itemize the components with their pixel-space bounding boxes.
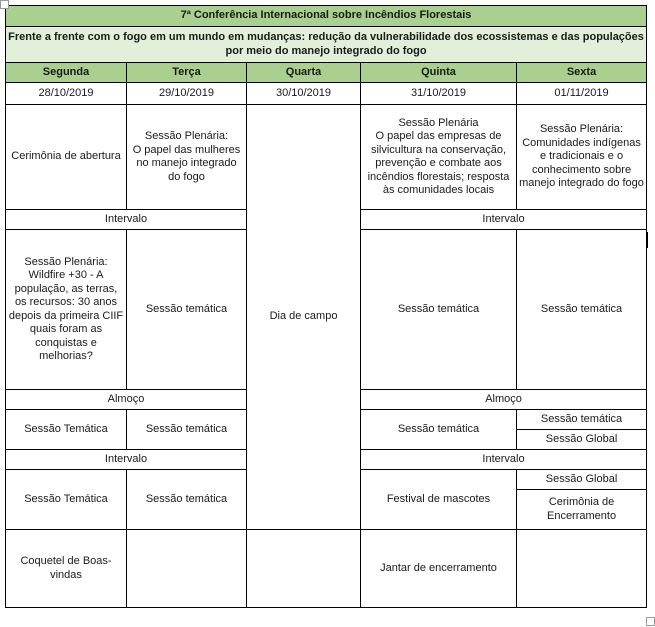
lunch-right[interactable]: Almoço [361, 390, 647, 410]
day-header-sexta[interactable]: Sexta [517, 63, 647, 83]
day-header-row [6, 63, 647, 83]
cell-sexta-empty[interactable] [517, 530, 647, 608]
lunch-left[interactable]: Almoço [6, 390, 247, 410]
day-header-terca[interactable]: Terça [127, 63, 247, 83]
cell-sexta-thematic-3[interactable]: Sessão temática [517, 410, 647, 430]
title-row [6, 6, 647, 27]
schedule-sheet [5, 5, 647, 608]
day-header-segunda[interactable]: Segunda [6, 63, 127, 83]
date-segunda[interactable]: 28/10/2019 [6, 83, 127, 105]
cell-terca-empty[interactable] [127, 530, 247, 608]
cell-sexta-closing-ceremony[interactable]: Cerimônia de Encerramento [517, 490, 647, 530]
cell-quarta-field-day[interactable]: Dia de campo [247, 105, 361, 530]
date-row [6, 83, 647, 105]
conference-subtitle[interactable]: Frente a frente com o fogo em um mundo em mudanças: redução da vulnerabilidade dos ecossistemas e das populações por meio do manejo integrado do fogo [6, 27, 647, 63]
cell-quinta-closing-dinner[interactable]: Jantar de encerramento [361, 530, 517, 608]
cell-sexta-global-3[interactable]: Sessão Global [517, 430, 647, 450]
cell-segunda-thematic-4[interactable]: Sessão Temática [6, 470, 127, 530]
session-row-1 [6, 105, 647, 210]
cell-terca-thematic-3[interactable]: Sessão temática [127, 410, 247, 450]
cell-segunda-welcome-cocktail[interactable]: Coquetel de Boas-vindas [6, 530, 127, 608]
day-header-quarta[interactable]: Quarta [247, 63, 361, 83]
cell-sexta-global-4[interactable]: Sessão Global [517, 470, 647, 490]
text-cursor [646, 232, 648, 248]
break-left[interactable]: Intervalo [6, 210, 247, 230]
cell-terca-thematic[interactable]: Sessão temática [127, 230, 247, 390]
cell-segunda-plenary[interactable]: Sessão Plenária: Wildfire +30 - A população, as terras, os recursos: 30 anos depois da primeira CIIF quais foram as conquistas e melhorias? [6, 230, 127, 390]
cell-segunda-opening[interactable]: Cerimônia de abertura [6, 105, 127, 210]
date-terca[interactable]: 29/10/2019 [127, 83, 247, 105]
cell-quinta-thematic[interactable]: Sessão temática [361, 230, 517, 390]
subtitle-row [6, 27, 647, 63]
break2-right[interactable]: Intervalo [361, 450, 647, 470]
cell-segunda-thematic-3[interactable]: Sessão Temática [6, 410, 127, 450]
cell-quinta-mascot-festival[interactable]: Festival de mascotes [361, 470, 517, 530]
cell-quinta-thematic-3[interactable]: Sessão temática [361, 410, 517, 450]
date-sexta[interactable]: 01/11/2019 [517, 83, 647, 105]
cell-terca-plenary[interactable]: Sessão Plenária: O papel das mulheres no manejo integrado do fogo [127, 105, 247, 210]
cell-quinta-plenary[interactable]: Sessão Plenária O papel das empresas de silvicultura na conservação, prevenção e combate aos incêndios florestais; resposta às comunidades locais [361, 105, 517, 210]
cell-quarta-empty[interactable] [247, 530, 361, 608]
date-quinta[interactable]: 31/10/2019 [361, 83, 517, 105]
break2-left[interactable]: Intervalo [6, 450, 247, 470]
table-resize-handle[interactable] [646, 617, 655, 626]
cell-sexta-plenary[interactable]: Sessão Plenária: Comunidades indígenas e tradicionais e o conhecimento sobre manejo integrado do fogo [517, 105, 647, 210]
break-right[interactable]: Intervalo [361, 210, 647, 230]
schedule-table [5, 5, 647, 608]
day-header-quinta[interactable]: Quinta [361, 63, 517, 83]
cell-terca-thematic-4[interactable]: Sessão temática [127, 470, 247, 530]
conference-title[interactable]: 7ª Conferência Internacional sobre Incêndios Florestais [6, 6, 647, 27]
cell-sexta-thematic[interactable]: Sessão temática [517, 230, 647, 390]
session-row-5 [6, 530, 647, 608]
date-quarta[interactable]: 30/10/2019 [247, 83, 361, 105]
table-move-handle[interactable] [0, 0, 9, 9]
